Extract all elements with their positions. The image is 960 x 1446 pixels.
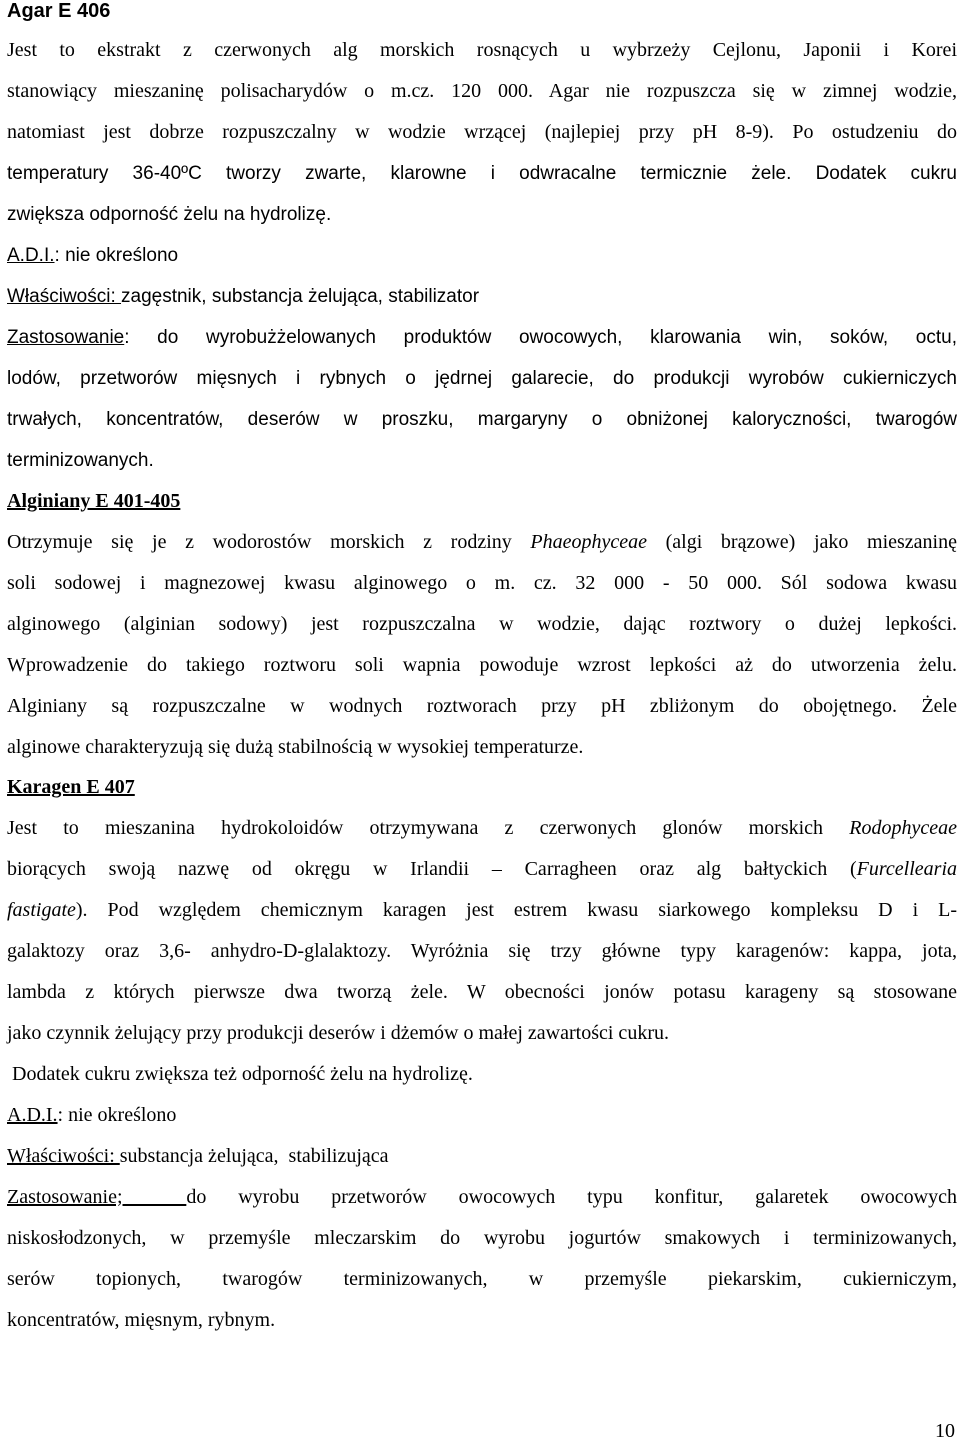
- karagen-line-3: [7, 890, 957, 931]
- karagen-properties-label: Właściwości:: [7, 1145, 120, 1167]
- karagen-line-1: [7, 808, 957, 849]
- alginiany-line-1-b: (algi brązowe) jako mieszaninę: [647, 531, 957, 553]
- karagen-section: [7, 767, 957, 1341]
- agar-line-1: Jest to ekstrakt z czerwonych alg morskich rosnących u wybrzeży Cejlonu, Japonii i Korei: [7, 39, 957, 61]
- agar-line-5: zwiększa odporność żelu na hydrolizę.: [7, 204, 332, 225]
- karagen-adi-value: : nie określono: [57, 1104, 177, 1126]
- karagen-latin-name-2: Furcellearia: [856, 858, 957, 880]
- agar-properties-value: zagęstnik, substancja żelująca, stabilizator: [121, 286, 480, 307]
- alginiany-line-2: soli sodowej i magnezowej kwasu alginowego o m. cz. 32 000 - 50 000. Sól sodowa kwasu: [7, 572, 957, 594]
- karagen-line-3-b: ). Pod względem chemicznym karagen jest estrem kwasu siarkowego kompleksu D i L-: [75, 899, 957, 921]
- agar-line-3: natomiast jest dobrze rozpuszczalny w wodzie wrzącej (najlepiej przy pH 8-9). Po ostudzeniu do: [7, 121, 957, 143]
- section-title-alginiany: Alginiany E 401-405: [7, 490, 181, 512]
- section-title-agar: Agar E 406: [7, 0, 111, 22]
- alginiany-line-6: alginowe charakteryzują się dużą stabilnością w wysokiej temperaturze.: [7, 736, 584, 758]
- karagen-latin-name-3: fastigate: [7, 899, 76, 921]
- karagen-line-4: galaktozy oraz 3,6- anhydro-D-glalaktozy. Wyróżnia się trzy główne typy karagenów: kappa, jota,: [7, 940, 957, 962]
- karagen-line-5: lambda z których pierwsze dwa tworzą żele. W obecności jonów potasu karageny są stosowane: [7, 981, 957, 1003]
- agar-use-text-1: : do wyrobużżelowanych produktów owocowych, klarowania win, soków, octu,: [124, 327, 957, 348]
- agar-use-line-4: terminizowanych.: [7, 450, 154, 471]
- agar-line-4: temperatury 36-40ºC tworzy zwarte, klarowne i odwracalne termicznie żele. Dodatek cukru: [7, 163, 957, 184]
- page-number: 10: [935, 1420, 955, 1442]
- karagen-line-1-a: Jest to mieszanina hydrokoloidów otrzymywana z czerwonych glonów morskich: [7, 817, 850, 839]
- alginiany-section: [7, 481, 957, 768]
- karagen-use-text-1: do wyrobu przetworów owocowych typu konfitur, galaretek owocowych: [186, 1186, 957, 1208]
- agar-use-line-3: trwałych, koncentratów, deserów w proszku, margaryny o obniżonej kaloryczności, twarogów: [7, 409, 957, 430]
- agar-use-label: Zastosowanie: [7, 327, 125, 348]
- agar-use-line-1: [7, 317, 957, 358]
- karagen-latin-name-1: Rodophyceae: [849, 817, 957, 839]
- karagen-use-label: Zastosowanie;: [7, 1186, 187, 1208]
- karagen-properties: [7, 1136, 957, 1177]
- alginiany-line-3: alginowego (alginian sodowy) jest rozpuszczalna w wodzie, dając roztwory o dużej lepkości.: [7, 613, 957, 635]
- karagen-line-7: Dodatek cukru zwiększa też odporność żelu na hydrolizę.: [7, 1063, 473, 1085]
- agar-adi: [7, 235, 957, 276]
- alginiany-line-1: [7, 522, 957, 563]
- karagen-properties-value: substancja żelująca, stabilizująca: [119, 1145, 389, 1167]
- agar-section: [7, 30, 957, 481]
- alginiany-latin-name: Phaeophyceae: [530, 531, 648, 553]
- agar-properties-label: Właściwości:: [7, 286, 122, 307]
- karagen-use-line-1: [7, 1177, 957, 1218]
- agar-adi-label: A.D.I.: [7, 245, 55, 266]
- section-title-karagen: Karagen E 407: [7, 776, 135, 798]
- karagen-adi-label: A.D.I.: [7, 1104, 58, 1126]
- karagen-use-line-2: niskosłodzonych, w przemyśle mleczarskim do wyrobu jogurtów smakowych i terminizowanych,: [7, 1227, 957, 1249]
- agar-use-line-2: lodów, przetworów mięsnych i rybnych o jędrnej galarecie, do produkcji wyrobów cukierniczych: [7, 368, 957, 389]
- karagen-use-line-3: serów topionych, twarogów terminizowanych, w przemyśle piekarskim, cukierniczym,: [7, 1268, 957, 1290]
- alginiany-line-5: Alginiany są rozpuszczalne w wodnych roztworach przy pH zbliżonym do obojętnego. Żele: [7, 695, 957, 717]
- agar-properties: [7, 276, 957, 317]
- alginiany-line-1-a: Otrzymuje się je z wodorostów morskich z rodziny: [7, 531, 531, 553]
- agar-line-2: stanowiący mieszaninę polisacharydów o m.cz. 120 000. Agar nie rozpuszcza się w zimnej wodzie,: [7, 80, 957, 102]
- karagen-line-6: jako czynnik żelujący przy produkcji deserów i dżemów o małej zawartości cukru.: [7, 1022, 669, 1044]
- alginiany-line-4: Wprowadzenie do takiego roztworu soli wapnia powoduje wzrost lepkości aż do utworzenia żelu.: [7, 654, 957, 676]
- karagen-line-2: [7, 849, 957, 890]
- karagen-line-2-a: biorących swoją nazwę od okręgu w Irlandii – Carragheen oraz alg bałtyckich (: [7, 858, 857, 880]
- karagen-use-line-4: koncentratów, mięsnym, rybnym.: [7, 1309, 276, 1331]
- karagen-adi: [7, 1095, 957, 1136]
- agar-adi-value: : nie określono: [54, 245, 179, 266]
